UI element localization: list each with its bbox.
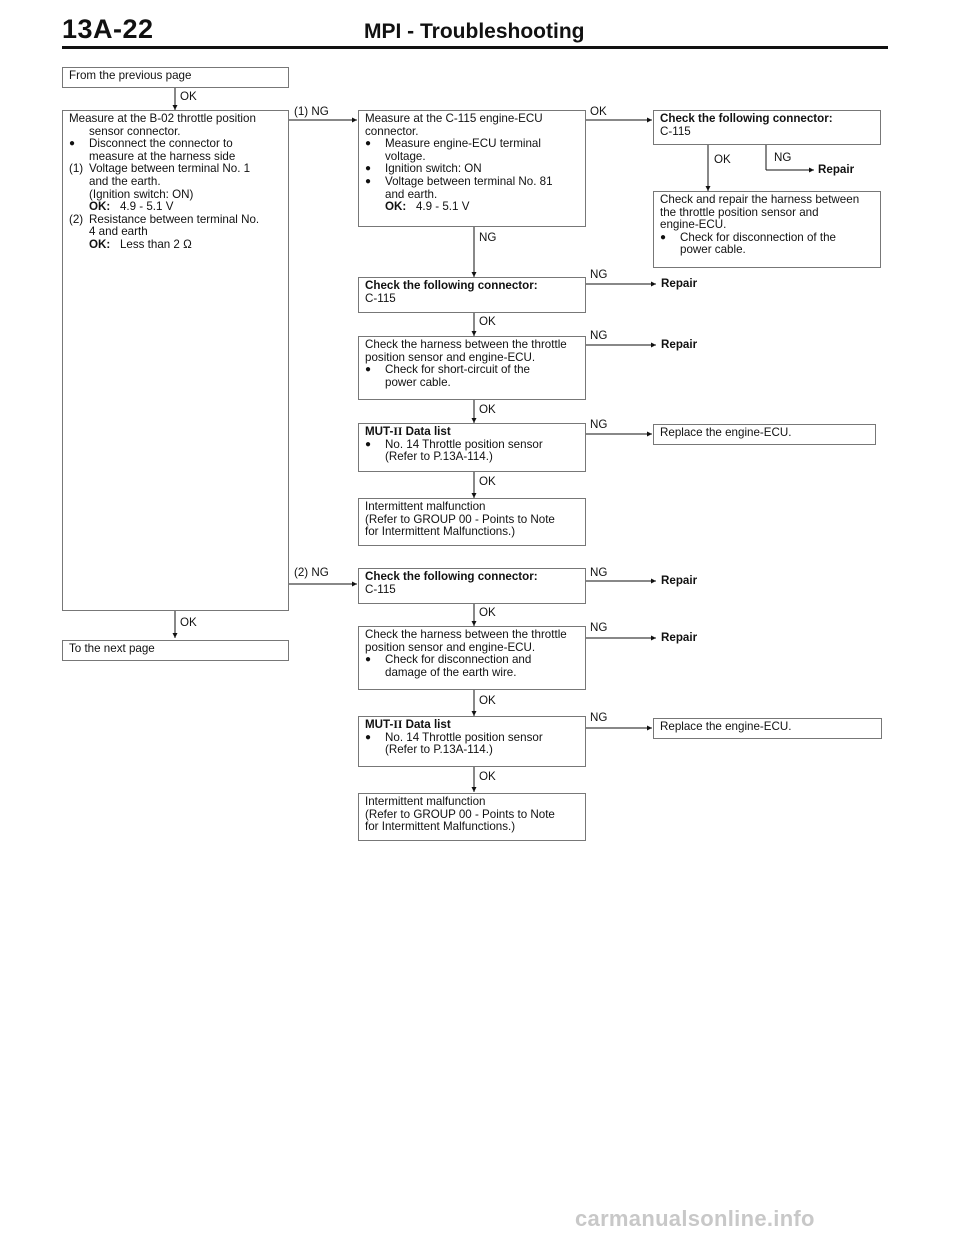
harness-earth-bullet1-cont: damage of the earth wire. bbox=[385, 665, 517, 679]
intermittent-line1-1: Intermittent malfunction bbox=[365, 500, 486, 513]
label-ng-harness-short: NG bbox=[590, 329, 608, 342]
label-ok-harness-earth: OK bbox=[479, 694, 496, 707]
harness-power-bullet1: ● Check for disconnection of the bbox=[660, 232, 874, 245]
repair-label-1: Repair bbox=[661, 277, 698, 290]
mut-title-1: MUT-II Data list bbox=[365, 425, 451, 438]
label-ok-mut-1: OK bbox=[479, 475, 496, 488]
b02-item2-cont: 4 and earth bbox=[89, 225, 148, 239]
label-ng-connector-1: NG bbox=[590, 268, 608, 281]
mut-data-list-box-1 bbox=[358, 423, 586, 472]
measure-b02-box bbox=[62, 110, 289, 611]
c115-line2: connector. bbox=[365, 124, 419, 138]
b02-item1-cont: and the earth. bbox=[89, 174, 161, 188]
connector-title-1: Check the following connector: bbox=[365, 279, 538, 292]
watermark: carmanualsonline.info bbox=[575, 1206, 815, 1231]
repair-label-3: Repair bbox=[661, 574, 698, 587]
check-connector-box-1 bbox=[358, 277, 586, 313]
intermittent-line2-1: (Refer to GROUP 00 - Points to Note bbox=[365, 512, 555, 526]
intermittent-line2-2: (Refer to GROUP 00 - Points to Note bbox=[365, 807, 555, 821]
mut-refer-1: (Refer to P.13A-114.) bbox=[385, 450, 493, 464]
page-title: MPI - Troubleshooting bbox=[364, 20, 585, 43]
harness-short-bullet1-cont: power cable. bbox=[385, 375, 451, 389]
harness-short-line2: position sensor and engine-ECU. bbox=[365, 350, 536, 364]
to-next-page-box bbox=[62, 640, 289, 661]
c115-bullet3-cont: and earth. bbox=[385, 187, 438, 201]
repair-label-4: Repair bbox=[661, 631, 698, 644]
label-ok-c115-right: OK bbox=[590, 105, 607, 118]
label-ok-mut-2: OK bbox=[479, 770, 496, 783]
harness-power-line1: Check and repair the harness between bbox=[660, 193, 860, 206]
harness-power-box bbox=[653, 191, 881, 268]
harness-earth-line1: Check the harness between the throttle bbox=[365, 628, 567, 641]
harness-power-line3: engine-ECU. bbox=[660, 218, 727, 232]
harness-short-bullet1: ● Check for short-circuit of the bbox=[365, 364, 579, 377]
b02-ok2: OK: Less than 2 Ω bbox=[89, 237, 192, 251]
connector-value-1: C-115 bbox=[365, 291, 396, 305]
c115-line1: Measure at the C-115 engine-ECU bbox=[365, 112, 543, 125]
b02-bullet1-cont: measure at the harness side bbox=[89, 149, 236, 163]
b02-item1: (1) Voltage between terminal No. 1 bbox=[69, 162, 251, 176]
connector-value-top-right: C-115 bbox=[660, 124, 691, 138]
harness-earth-bullet1: ● Check for disconnection and bbox=[365, 654, 579, 667]
mut-bullet-2: ● No. 14 Throttle position sensor bbox=[365, 732, 579, 745]
label-ng-mut-2: NG bbox=[590, 711, 608, 724]
replace-ecu-text-1: Replace the engine-ECU. bbox=[660, 426, 792, 439]
repair-label-top-right: Repair bbox=[818, 163, 855, 176]
intermittent-line3-2: for Intermittent Malfunctions.) bbox=[365, 820, 516, 834]
label-ng-harness-earth: NG bbox=[590, 621, 608, 634]
c115-bullet3: ● Voltage between terminal No. 81 bbox=[365, 176, 579, 189]
replace-ecu-text-2: Replace the engine-ECU. bbox=[660, 720, 792, 733]
mut-data-list-box-2 bbox=[358, 716, 586, 767]
c115-bullet1: ● Measure engine-ECU terminal bbox=[365, 138, 579, 151]
intermittent-line3-1: for Intermittent Malfunctions.) bbox=[365, 525, 516, 539]
label-ok-bottom-left: OK bbox=[180, 616, 197, 629]
replace-ecu-box-1 bbox=[653, 424, 876, 445]
repair-label-2: Repair bbox=[661, 338, 698, 351]
b02-item1-cond: (Ignition switch: ON) bbox=[89, 187, 194, 201]
label-ng-1: (1) NG bbox=[294, 105, 329, 118]
check-connector-box-2 bbox=[358, 568, 586, 604]
page-code: 13A-22 bbox=[62, 14, 154, 44]
harness-power-line2: the throttle position sensor and bbox=[660, 205, 819, 219]
label-ng-c115-down: NG bbox=[479, 231, 497, 244]
c115-bullet2: ● Ignition switch: ON bbox=[365, 163, 579, 176]
intermittent-box-1 bbox=[358, 498, 586, 546]
connector-value-2: C-115 bbox=[365, 582, 396, 596]
label-ng-mut-1: NG bbox=[590, 418, 608, 431]
mut-refer-2: (Refer to P.13A-114.) bbox=[385, 743, 493, 757]
from-previous-page-box bbox=[62, 67, 289, 88]
replace-ecu-box-2 bbox=[653, 718, 882, 739]
label-ng-connector-2: NG bbox=[590, 566, 608, 579]
b02-line2: sensor connector. bbox=[89, 124, 181, 138]
connector-title-2: Check the following connector: bbox=[365, 570, 538, 583]
b02-line1: Measure at the B-02 throttle position bbox=[69, 112, 256, 125]
harness-short-line1: Check the harness between the throttle bbox=[365, 338, 567, 351]
from-previous-page-text: From the previous page bbox=[69, 69, 192, 82]
harness-power-bullet1-cont: power cable. bbox=[680, 243, 746, 257]
mut-title-2: MUT-II Data list bbox=[365, 718, 451, 731]
c115-ok: OK: 4.9 - 5.1 V bbox=[385, 200, 470, 214]
connector-title-top-right: Check the following connector: bbox=[660, 112, 833, 125]
label-ok-connector-2: OK bbox=[479, 606, 496, 619]
to-next-page-text: To the next page bbox=[69, 642, 155, 655]
label-ok-right-column: OK bbox=[714, 153, 731, 166]
b02-ok1: OK: 4.9 - 5.1 V bbox=[89, 200, 174, 214]
b02-bullet1: ● Disconnect the connector to bbox=[69, 138, 282, 151]
intermittent-line1-2: Intermittent malfunction bbox=[365, 795, 486, 808]
label-ok-harness-short: OK bbox=[479, 403, 496, 416]
c115-bullet1-cont: voltage. bbox=[385, 149, 426, 163]
label-ng-right-column: NG bbox=[774, 151, 792, 164]
check-connector-box-top-right bbox=[653, 110, 881, 145]
label-ok-connector-1: OK bbox=[479, 315, 496, 328]
measure-c115-box bbox=[358, 110, 586, 227]
label-ok-top-left: OK bbox=[180, 90, 197, 103]
intermittent-box-2 bbox=[358, 793, 586, 841]
label-ng-2: (2) NG bbox=[294, 566, 329, 579]
harness-short-box bbox=[358, 336, 586, 400]
b02-item2: (2) Resistance between terminal No. bbox=[69, 212, 260, 226]
harness-earth-box bbox=[358, 626, 586, 690]
mut-bullet-1: ● No. 14 Throttle position sensor bbox=[365, 439, 579, 452]
harness-earth-line2: position sensor and engine-ECU. bbox=[365, 640, 536, 654]
